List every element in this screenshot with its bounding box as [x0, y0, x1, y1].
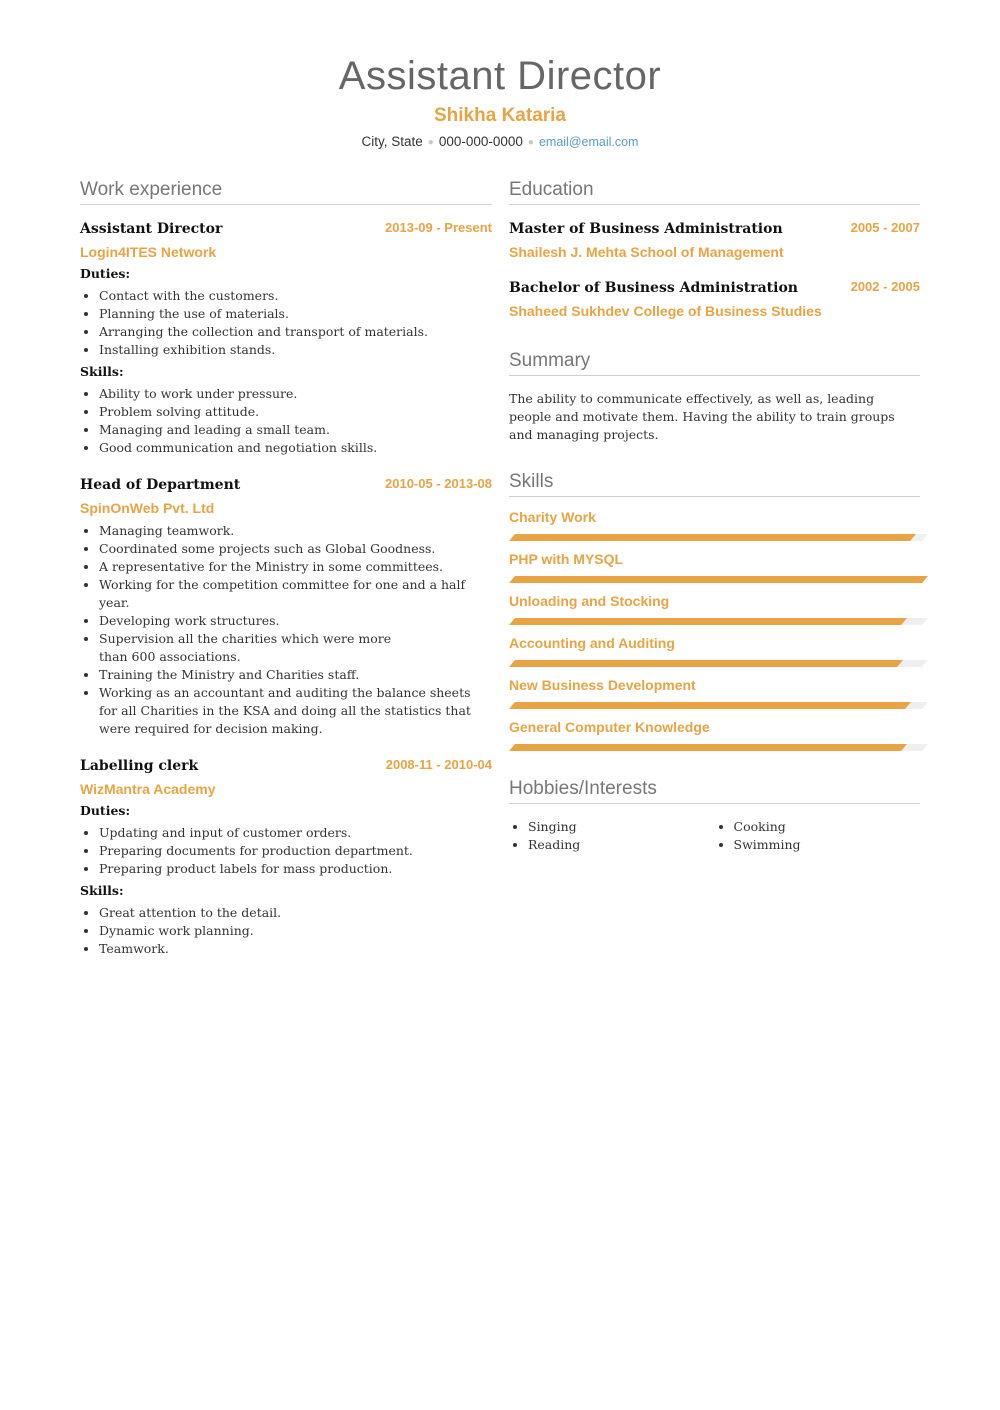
job-company: WizMantra Academy	[80, 781, 216, 797]
skills-list	[80, 904, 492, 958]
list-item: • Swimming	[734, 836, 921, 854]
skills-label: Skills:	[80, 364, 124, 379]
education-dates: 2005 - 2007	[850, 220, 920, 235]
education-heading: Education	[509, 178, 920, 205]
duties-list	[80, 287, 492, 359]
skill-item	[509, 675, 920, 709]
education-entry	[509, 219, 920, 262]
skill-name: New Business Development	[509, 677, 696, 693]
list-item: • Problem solving attitude.	[99, 403, 492, 421]
list-item: • Developing work structures.	[99, 612, 478, 630]
separator-dot-icon: ●	[527, 137, 534, 148]
skill-name: Accounting and Auditing	[509, 635, 675, 651]
list-item: • Installing exhibition stands.	[99, 341, 492, 359]
list-item: • Dynamic work planning.	[99, 922, 492, 940]
summary-text: The ability to communicate effectively, as well as, leading people and motivate them. Having the ability to train groups and managing projects.	[509, 391, 895, 442]
duties-label: Duties:	[80, 803, 131, 818]
right-column	[509, 178, 920, 854]
skills-label: Skills:	[80, 883, 124, 898]
list-item: • Preparing product labels for mass production.	[99, 860, 492, 878]
list-item: • Reading	[528, 836, 715, 854]
skill-name: Unloading and Stocking	[509, 593, 670, 609]
duties-list	[80, 824, 492, 878]
job-dates: 2010-05 - 2013-08	[385, 476, 492, 491]
skill-name: General Computer Knowledge	[509, 719, 710, 735]
skill-level-fill	[509, 660, 903, 667]
list-item: • Training the Ministry and Charities staff.	[99, 666, 478, 684]
hobbies-list	[509, 818, 920, 854]
list-item: • A representative for the Ministry in some committees.	[99, 558, 478, 576]
skill-item	[509, 549, 920, 583]
list-item: • Planning the use of materials.	[99, 305, 492, 323]
contact-phone: 000-000-0000	[438, 134, 523, 149]
skills-bars	[509, 507, 920, 751]
skill-item	[509, 507, 920, 541]
skill-level-bar	[509, 702, 928, 709]
job-entry	[80, 475, 492, 738]
responsibilities-list	[80, 522, 492, 738]
skill-item	[509, 633, 920, 667]
document-title: Assistant Director	[338, 54, 662, 98]
list-item: • Contact with the customers.	[99, 287, 492, 305]
skill-level-fill	[509, 618, 907, 625]
education-entry	[509, 278, 920, 321]
skill-item	[509, 717, 920, 751]
job-dates: 2008-11 - 2010-04	[385, 757, 492, 772]
list-item: • Teamwork.	[99, 940, 492, 958]
list-item: • Working for the competition committee for one and a half year.	[99, 576, 478, 612]
list-item: • Good communication and negotiation skills.	[99, 439, 492, 457]
person-name: Shikha Kataria	[434, 105, 566, 126]
list-item: • Ability to work under pressure.	[99, 385, 492, 403]
skill-name: Charity Work	[509, 509, 596, 525]
list-item: • Supervision all the charities which were more than 600 associations.	[99, 630, 478, 666]
summary-heading: Summary	[509, 349, 920, 376]
skill-name: PHP with MYSQL	[509, 551, 624, 567]
skill-level-fill	[509, 744, 907, 751]
skill-level-fill	[509, 576, 928, 583]
skill-level-bar	[509, 618, 928, 625]
job-company: SpinOnWeb Pvt. Ltd	[80, 500, 215, 516]
resume-header	[0, 52, 1000, 152]
job-company: Login4ITES Network	[80, 244, 217, 260]
contact-email-link[interactable]: email@email.com	[538, 135, 639, 149]
list-item: • Coordinated some projects such as Global Goodness.	[99, 540, 478, 558]
degree-title: Master of Business Administration	[509, 221, 783, 237]
job-dates: 2013-09 - Present	[385, 220, 492, 235]
list-item: • Updating and input of customer orders.	[99, 824, 492, 842]
skill-level-bar	[509, 744, 928, 751]
job-title: Labelling clerk	[80, 758, 199, 774]
list-item: • Arranging the collection and transport of materials.	[99, 323, 492, 341]
contact-location: City, State	[361, 134, 423, 149]
skill-level-fill	[509, 534, 915, 541]
degree-title: Bachelor of Business Administration	[509, 280, 798, 296]
list-item: • Singing	[528, 818, 715, 836]
list-item: • Working as an accountant and auditing the balance sheets for all Charities in the KSA and doing all the statistics that were required for decision making.	[99, 684, 478, 738]
hobbies-heading: Hobbies/Interests	[509, 777, 920, 804]
list-item: • Managing and leading a small team.	[99, 421, 492, 439]
education-dates: 2002 - 2005	[850, 279, 920, 294]
separator-dot-icon: ●	[427, 137, 434, 148]
skills-heading: Skills	[509, 470, 920, 497]
skills-list	[80, 385, 492, 457]
school-name: Shaheed Sukhdev College of Business Studies	[509, 303, 822, 319]
skill-item	[509, 591, 920, 625]
list-item: • Preparing documents for production department.	[99, 842, 492, 860]
job-entry	[80, 756, 492, 958]
duties-label: Duties:	[80, 266, 131, 281]
list-item: • Managing teamwork.	[99, 522, 478, 540]
list-item: • Cooking	[734, 818, 921, 836]
skill-level-bar	[509, 534, 928, 541]
job-title: Assistant Director	[80, 221, 223, 237]
skill-level-bar	[509, 660, 928, 667]
school-name: Shailesh J. Mehta School of Management	[509, 244, 784, 260]
job-entry	[80, 219, 492, 457]
list-item: • Great attention to the detail.	[99, 904, 492, 922]
contact-line	[0, 133, 1000, 152]
job-title: Head of Department	[80, 477, 241, 493]
skill-level-bar	[509, 576, 928, 583]
work-experience-heading: Work experience	[80, 178, 492, 205]
left-column	[80, 178, 492, 976]
skill-level-fill	[509, 702, 911, 709]
